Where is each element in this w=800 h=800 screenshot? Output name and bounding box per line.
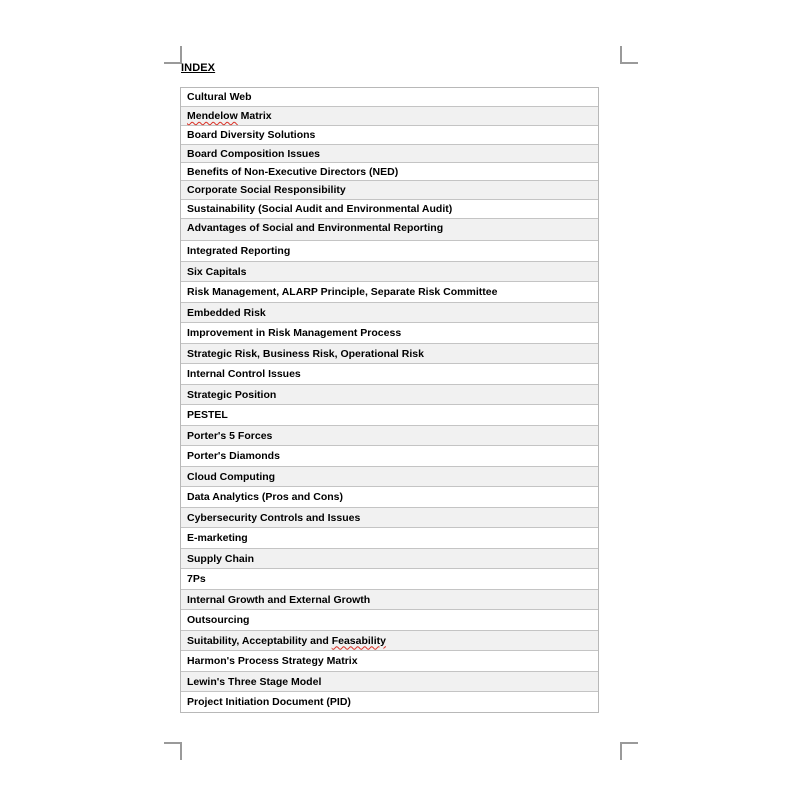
- index-item-label: Board Composition Issues: [187, 147, 321, 160]
- index-item-label: Mendelow Matrix: [187, 110, 272, 122]
- index-row: [181, 487, 598, 508]
- crop-mark-top-right: [620, 46, 638, 64]
- index-row: [181, 508, 598, 528]
- index-row: [181, 385, 598, 405]
- index-row: [181, 163, 598, 181]
- index-item-label: Embedded Risk: [187, 306, 266, 319]
- index-item-label: Supply Chain: [187, 552, 255, 565]
- index-row: [181, 692, 598, 712]
- index-row: [181, 145, 598, 163]
- index-item-label: Project Initiation Document (PID): [187, 696, 351, 708]
- index-row: [181, 303, 598, 323]
- index-item-label: Porter's 5 Forces: [187, 429, 273, 442]
- index-item-label: Cloud Computing: [187, 470, 276, 483]
- index-item-label: Risk Management, ALARP Principle, Separate Risk Committee: [187, 286, 498, 298]
- index-item-label: Strategic Position: [187, 388, 277, 401]
- index-row: [181, 88, 598, 107]
- index-item-label: Integrated Reporting: [187, 245, 291, 257]
- index-row: [181, 181, 598, 200]
- index-row: [181, 282, 598, 303]
- spelling-flag: Feasability: [331, 634, 386, 647]
- index-item-label: Outsourcing: [187, 614, 250, 626]
- index-row: [181, 262, 598, 282]
- index-item-label: Improvement in Risk Management Process: [187, 327, 402, 339]
- crop-mark-bottom-right: [620, 742, 638, 760]
- index-row: [181, 672, 598, 692]
- index-row: [181, 467, 598, 487]
- index-item-label: Six Capitals: [187, 265, 247, 278]
- index-item-label: Cybersecurity Controls and Issues: [187, 511, 361, 524]
- index-table: [180, 87, 599, 713]
- index-item-label: Lewin's Three Stage Model: [187, 675, 322, 688]
- crop-mark-bottom-left: [164, 742, 182, 760]
- index-row: [181, 344, 598, 364]
- index-row: [181, 219, 598, 241]
- crop-mark-top-left: [164, 46, 182, 64]
- index-item-label: Cultural Web: [187, 91, 252, 103]
- index-row: [181, 241, 598, 262]
- spelling-flag: Mendelow: [187, 110, 238, 122]
- index-item-label: Data Analytics (Pros and Cons): [187, 491, 343, 503]
- index-item-label: Internal Control Issues: [187, 368, 301, 380]
- index-row: [181, 126, 598, 145]
- index-row: [181, 323, 598, 344]
- index-item-label: Strategic Risk, Business Risk, Operational Risk: [187, 347, 424, 360]
- index-row: [181, 528, 598, 549]
- index-item-label: Advantages of Social and Environmental Reporting: [187, 222, 444, 234]
- index-heading: INDEX: [181, 62, 216, 74]
- index-row: [181, 610, 598, 631]
- index-item-label: Corporate Social Responsibility: [187, 184, 346, 196]
- index-item-label: Porter's Diamonds: [187, 450, 280, 462]
- index-row: [181, 631, 598, 651]
- index-row: [181, 651, 598, 672]
- index-item-label: Internal Growth and External Growth: [187, 593, 371, 606]
- index-row: [181, 364, 598, 385]
- index-row: [181, 405, 598, 426]
- index-row: [181, 446, 598, 467]
- index-item-label: Benefits of Non-Executive Directors (NED): [187, 165, 399, 178]
- index-row: [181, 426, 598, 446]
- index-item-label: Harmon's Process Strategy Matrix: [187, 655, 358, 667]
- index-item-label: E-marketing: [187, 532, 248, 544]
- index-row: [181, 569, 598, 590]
- index-row: [181, 549, 598, 569]
- index-item-label: 7Ps: [187, 573, 206, 585]
- index-item-label: Sustainability (Social Audit and Environmental Audit): [187, 203, 453, 215]
- index-item-label: Board Diversity Solutions: [187, 129, 316, 141]
- index-item-label: Suitability, Acceptability and Feasability: [187, 634, 386, 647]
- index-item-label: PESTEL: [187, 409, 228, 421]
- index-row: [181, 590, 598, 610]
- index-row: [181, 107, 598, 126]
- index-row: [181, 200, 598, 219]
